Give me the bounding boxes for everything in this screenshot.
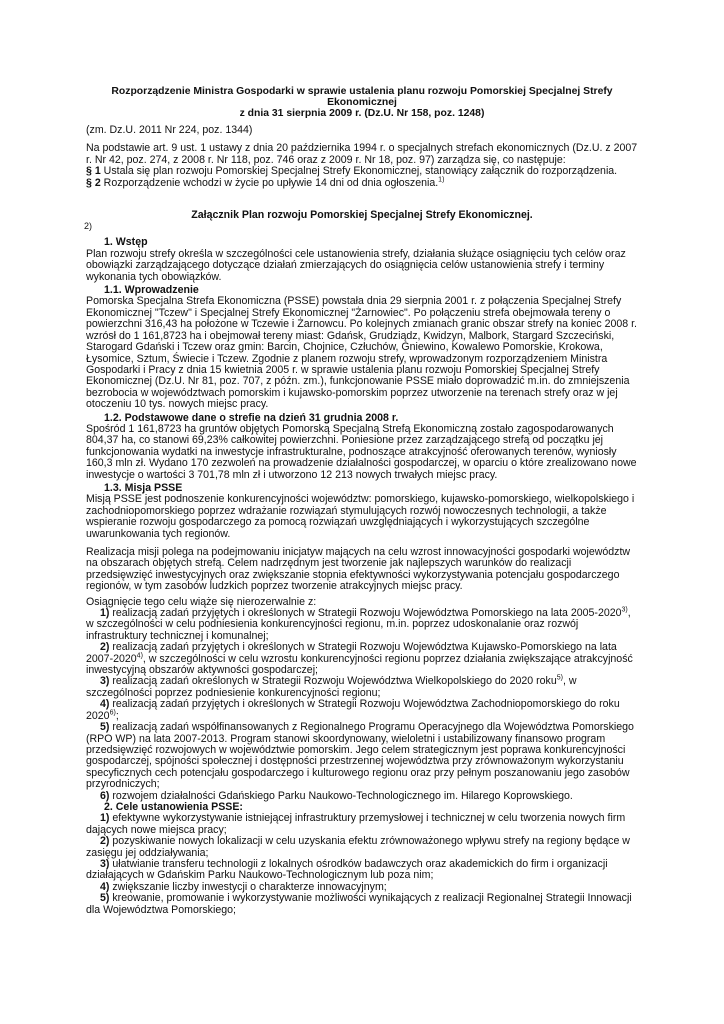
goal-text: realizacją zadań przyjętych i określonych w Strategii Rozwoju Województwa Kujawsko-Pomorskiego na lata 2007-2020: [86, 641, 617, 665]
paragraph-1-3-c: Osiągnięcie tego celu wiąże się nierozerwalnie z:: [86, 595, 317, 608]
goal-text: realizacją zadań współfinansowanych z Regionalnego Programu Operacyjnego dla Województwa Pomorskiego (RPO WP) na lata 2007-2013. Program stanowi skoordynowany, wieloletni i ustabilizowany finansowo program przedsięwzięć rozwojowych w województwie pomorskim. Jego celem strategicznym jest poprawa konkurencyjności gospodarczej, spójności społecznej i dostępności przestrzennej województwa przy zrównoważonym wykorzystaniu specyficznych cech potencjału gospodarczego i kulturowego regionu oraz przy pełnym poszanowaniu jego zasobów przyrodniczych;: [86, 721, 634, 791]
aim-item: [86, 859, 638, 882]
amendment-note: (zm. Dz.U. 2011 Nr 224, poz. 1344): [86, 124, 253, 136]
aim-text: kreowanie, promowanie i wykorzystywanie możliwości wynikających z realizacji Regionalnej Strategii Innowacji dla Województwa Pomorskiego;: [86, 892, 632, 916]
title-line-2: Ekonomicznej: [327, 97, 397, 108]
goal-number: 5): [100, 721, 110, 734]
aim-number: 2): [100, 835, 110, 848]
document-title: [86, 86, 638, 119]
heading-1-3: 1.3. Misja PSSE: [104, 481, 183, 494]
goal-text: realizacją zadań przyjętych i określonych w Strategii Rozwoju Województwa Pomorskiego na lata 2005-2020: [109, 607, 622, 620]
goal-number: 2): [100, 641, 110, 654]
annex-footnote: 2): [84, 221, 93, 232]
aim-number: 5): [100, 892, 110, 905]
section-1-text: Ustala się plan rozwoju Pomorskiej Specjalnej Strefy Ekonomicznej, stanowiący załącznik do rozporządzenia.: [100, 165, 618, 178]
heading-1: 1. Wstęp: [104, 236, 148, 249]
goal-text: rozwojem działalności Gdańskiego Parku Naukowo-Technologicznego im. Hilarego Koprowskiego.: [109, 789, 573, 802]
heading-1-2: 1.2. Podstawowe dane o strefie na dzień 31 grudnia 2008 r.: [104, 411, 399, 424]
paragraph-1-2: Spośród 1 161,8723 ha gruntów objętych Pomorską Specjalną Strefą Ekonomiczną zostało zagospodarowanych 804,37 ha, co stanowi 69,23% całkowitej powierzchni. Poniesione przez zarządzającego strefą od początku jej funkcjonowania wydatki na inwestycje infrastrukturalne, podnoszące atrakcyjność oferowanych terenów, wyniosły 160,3 mln zł. Wydano 170 zezwoleń na prowadzenie działalności gospodarczej, w oparciu o które zrealizowano nowe inwestycje o wartości 3 701,78 mln zł i utworzono 12 213 nowych trwałych miejsc pracy.: [86, 422, 637, 481]
title-line-1: Rozporządzenie Ministra Gospodarki w sprawie ustalenia planu rozwoju Pomorskiej Specjalnej Strefy: [111, 86, 613, 97]
aim-item: [86, 836, 638, 859]
goal-item: [86, 722, 638, 790]
goal-text-cont: , w szczególności poprzez podniesienie konkurencyjności regionu;: [86, 675, 577, 699]
intro-paragraph: Plan rozwoju strefy określa w szczególności cele ustanowienia strefy, działania służące osiągnięciu tych celów oraz obowiązki zarządzającego dotyczące działań zmierzających do osiągnięcia celów ustanowienia strefy i terminy wykonania tych obowiązków.: [86, 247, 626, 283]
aim-number: 1): [100, 812, 110, 825]
aim-item: [86, 813, 638, 836]
aim-number: 3): [100, 857, 110, 870]
goal-footnote: 6): [109, 709, 116, 717]
section-2-footnote: 1): [438, 176, 445, 184]
section-1-mark: § 1: [86, 165, 101, 178]
goal-number: 3): [100, 675, 110, 688]
goal-text-cont: ;: [115, 709, 119, 722]
heading-1-1: 1.1. Wprowadzenie: [104, 284, 199, 297]
goal-item: [86, 699, 638, 722]
heading-2: 2. Cele ustanowienia PSSE:: [104, 800, 243, 813]
section-2: [86, 178, 638, 189]
goal-number: 4): [100, 698, 110, 711]
annex-title: Załącznik Plan rozwoju Pomorskiej Specjalnej Strefy Ekonomicznej.: [191, 209, 533, 222]
aims-list: [86, 813, 638, 916]
legal-basis: Na podstawie art. 9 ust. 1 ustawy z dnia 20 października 1994 r. o specjalnych strefach ekonomicznych (Dz.U. z 2007 r. Nr 42, poz. 274, z 2008 r. Nr 118, poz. 746 oraz z 2009 r. Nr 18, poz. 97) zarządza się, co następuje:: [86, 142, 638, 166]
goal-footnote: 4): [136, 652, 143, 660]
goals-list: [86, 608, 638, 802]
goal-text: realizacją zadań określonych w Strategii Rozwoju Województwa Wielkopolskiego do 2020 roku: [109, 675, 557, 688]
section-2-text: Rozporządzenie wchodzi w życie po upływie 14 dni od dnia ogłoszenia.: [100, 176, 439, 189]
paragraph-1-3-a: Misją PSSE jest podnoszenie konkurencyjności województw: pomorskiego, kujawsko-pomorskiego, wielkopolskiego i zachodniopomorskiego poprzez wdrażanie rozwiązań stymulujących rozwój nowoczesnych technologii, a także wspieranie rozwoju gospodarczego za pomocą rozwiązań uwzględniających i wykorzystujących szczególne uwarunkowania tych regionów.: [86, 493, 635, 540]
goal-number: 6): [100, 789, 110, 802]
paragraph-1-1: Pomorska Specjalna Strefa Ekonomiczna (PSSE) powstała dnia 29 sierpnia 2001 r. z połączenia Specjalnej Strefy Ekonomicznej "Tczew" i Specjalnej Strefy Ekonomicznej "Żarnowiec". Po połączeniu strefa obejmowała tereny o powierzchni 316,43 ha położone w Tczewie i Żarnowcu. Po kolejnych zmianach granic obszar strefy na koniec 2008 r. wzrósł do 1 161,8723 ha i obejmował tereny miast: Gdańsk, Grudziądz, Kwidzyn, Malbork, Stargard Szczeciński, Starogard Gdański i Tczew oraz gmin: Barcin, Chojnice, Człuchów, Gniewino, Kowalewo Pomorskie, Krokowa, Łysomice, Sztum, Świecie i Tczew. Zgodnie z planem rozwoju strefy, wprowadzonym rozporządzeniem Ministra Gospodarki i Pracy z dnia 15 kwietnia 2005 r. w sprawie ustalenia planu rozwoju Pomorskiej Specjalnej Strefy Ekonomicznej (Dz.U. Nr 81, poz. 707, z późn. zm.), funkcjonowanie PSSE miało doprowadzić m.in. do zmniejszenia bezrobocia w województwach pomorskim i kujawsko-pomorskim poprzez utworzenie na terenach strefy oraz w jej otoczeniu 10 tys. nowych miejsc pracy.: [86, 295, 637, 411]
paragraph-1-3-b: Realizacja misji polega na podejmowaniu inicjatyw mających na celu wzrost innowacyjności gospodarki województw na obszarach objętych strefą. Celem nadrzędnym jest tworzenie jak najlepszych warunków do realizacji przedsięwzięć inwestycyjnych oraz zwiększanie stopnia efektywności wykorzystywania potencjału gospodarczego regionów, w tym zasobów ludzkich poprzez tworzenie atrakcyjnych miejsc pracy.: [86, 546, 631, 593]
annex-footnote-row: [86, 221, 638, 233]
goal-text-cont: , w szczególności w celu podniesienia konkurencyjności regionu, m.in. poprzez udoskonalanie oraz rozwój infrastruktury technicznej i komunalnej;: [86, 607, 631, 642]
goal-item: [86, 608, 638, 642]
aim-text: zwiększanie liczby inwestycji o charakterze innowacyjnym;: [109, 880, 387, 893]
document-page: [86, 86, 638, 916]
goal-footnote: 3): [621, 606, 628, 614]
goal-footnote: 5): [556, 674, 563, 682]
goal-text-cont: , w szczególności w celu wzrostu konkurencyjności regionu poprzez działania zwiększające atrakcyjność inwestycyjną obszarów aktywności gospodarczej;: [86, 652, 633, 677]
goal-text: realizacją zadań przyjętych i określonych w Strategii Rozwoju Województwa Zachodniopomorskiego do roku 2020: [86, 698, 620, 722]
aim-text: pozyskiwanie nowych lokalizacji w celu uzyskania efektu zrównoważonego wpływu strefy na regiony będące w zasięgu jej oddziaływania;: [86, 835, 630, 859]
aim-number: 4): [100, 880, 110, 893]
section-2-mark: § 2: [86, 176, 101, 189]
aim-text: ułatwianie transferu technologii z lokalnych ośrodków badawczych oraz akademickich do firm i organizacji działających w Gdańskim Parku Naukowo-Technologicznym lub poza nim;: [86, 857, 608, 882]
title-line-3: z dnia 31 sierpnia 2009 r. (Dz.U. Nr 158, poz. 1248): [239, 108, 485, 119]
goal-number: 1): [100, 607, 110, 620]
goal-item: [86, 676, 638, 699]
goal-item: [86, 642, 638, 676]
aim-item: [86, 893, 638, 916]
aim-text: efektywne wykorzystywanie istniejącej infrastruktury przemysłowej i technicznej w celu tworzenia nowych firm dających nowe miejsca pracy;: [86, 812, 626, 836]
